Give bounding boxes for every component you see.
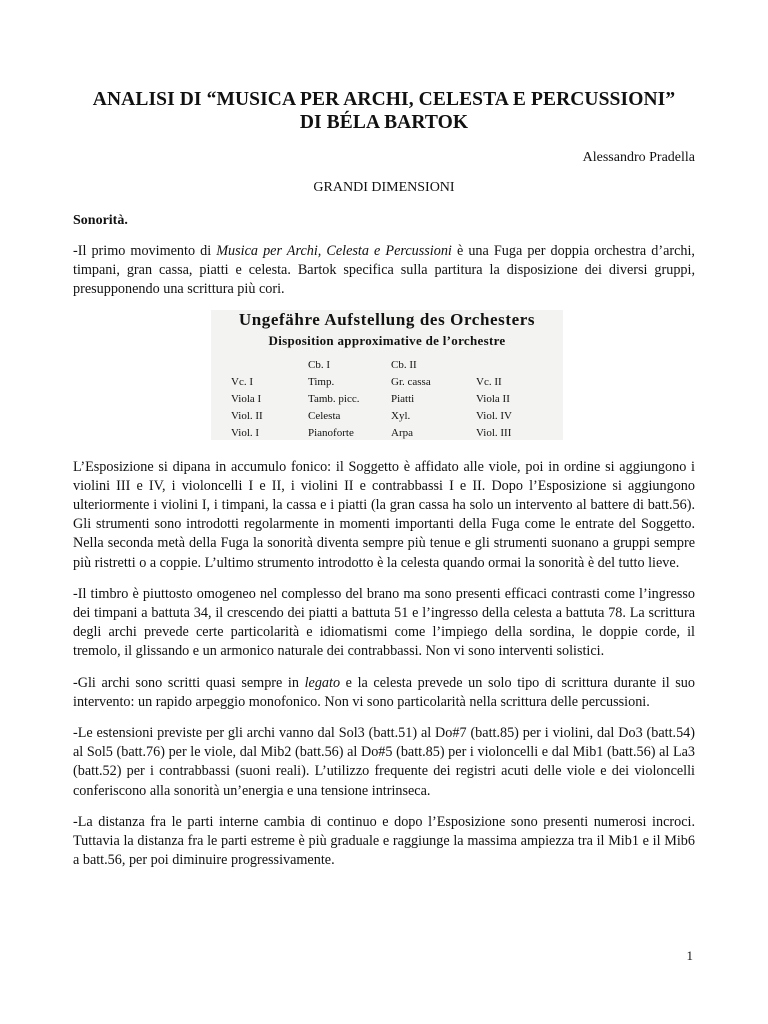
paragraph-4: -Gli archi sono scritti quasi sempre in legato e la celesta prevede un solo tipo di scrittura durante il suo intervento: un rapido arpeggio monofonico. Non vi sono particolarità nella scrittura delle percussioni. bbox=[73, 674, 695, 710]
paragraph-3: -Il timbro è piuttosto omogeneo nel complesso del brano ma sono presenti efficaci contrasti come l’ingresso dei timpani a battuta 34, il crescendo dei piatti a battuta 51 e l’ingresso della celesta a battuta 78. La scrittura degli archi prevede certe particolarità e idiomatismi come l’impiego della sordina, le doppie corde, il tremolo, il glissando e un armonico naturale dei contrabbassi. Non vi sono interventi solistici. bbox=[73, 585, 695, 660]
subheading-sonorita: Sonorità. bbox=[73, 213, 128, 228]
fig-cell: Cb. I bbox=[308, 358, 330, 371]
fig-cell: Celesta bbox=[308, 409, 341, 422]
fig-cell: Arpa bbox=[391, 426, 413, 439]
author-name: Alessandro Pradella bbox=[582, 150, 695, 165]
fig-cell bbox=[231, 358, 308, 372]
figure-subtitle: Disposition approximative de l’orchestre bbox=[268, 332, 506, 348]
fig-cell: Viol. IV bbox=[476, 409, 513, 422]
fig-cell: Vc. I bbox=[231, 375, 253, 388]
orchestra-layout-figure bbox=[211, 310, 563, 440]
figure-grid bbox=[231, 358, 551, 440]
fig-cell: Viol. I bbox=[231, 426, 260, 439]
fig-cell: Tamb. picc. bbox=[308, 392, 360, 405]
paragraph-5: -Le estensioni previste per gli archi vanno dal Sol3 (batt.51) al Do#7 (batt.85) per i violini, dal Do3 (batt.54) al Sol5 (batt.76) per le viole, dal Mib2 (batt.56) al Do#5 (batt.85) per i violoncelli e dal Mib1 (batt.56) al La3 (batt.52) per i contrabbassi (suoni reali). L’utilizzo frequente dei registri acuti delle viole e dei violoncelli conferiscono alla sonorità un’energia e una tensione intrinseca. bbox=[73, 725, 695, 799]
fig-cell: Viol. II bbox=[231, 409, 263, 422]
document-page bbox=[73, 0, 695, 870]
fig-cell: Vc. II bbox=[476, 375, 502, 388]
fig-cell: Timp. bbox=[308, 375, 335, 388]
title-line-1: ANALISI DI “MUSICA PER ARCHI, CELESTA E PERCUSSIONI” bbox=[92, 89, 676, 110]
fig-cell: Gr. cassa bbox=[391, 375, 431, 388]
fig-cell: Viola I bbox=[231, 392, 262, 405]
section-heading: GRANDI DIMENSIONI bbox=[313, 180, 455, 195]
paragraph-1: -Il primo movimento di Musica per Archi, Celesta e Percussioni è una Fuga per doppia orchestra d’archi, timpani, gran cassa, piatti e celesta. Bartok specifica sulla partitura la disposizione dei diversi gruppi, presupponendo una scrittura più cori. bbox=[73, 243, 695, 298]
fig-cell: Viola II bbox=[476, 392, 510, 405]
paragraph-2: L’Esposizione si dipana in accumulo fonico: il Soggetto è affidato alle viole, poi in ordine si aggiungono i violini III e IV, i violoncelli I e II, i violini II e contrabbassi I e II. Dopo l’Esposizione si aggiungono ulteriormente i violini I, i timpani, la cassa e i piatti (la gran cassa ha solo un intervento al battere di batt.56). Gli strumenti sono introdotti regolarmente in momenti importanti della Fuga come le entrate del Soggetto. Nella seconda metà della Fuga la sonorità diventa sempre più tenue e gli strumenti suonano a gruppi sempre più ristretti o a coppie. L’ultimo strumento introdotto è la celesta quando ormai la sonorità è del tutto lieve. bbox=[73, 458, 695, 571]
fig-cell bbox=[476, 358, 551, 372]
paragraph-6: -La distanza fra le parti interne cambia di continuo e dopo l’Esposizione sono presenti numerosi incroci. Tuttavia la distanza fra le parti estreme è più graduale e raggiunge la massima ampiezza tra il Mib1 e il Mib6 a batt.56, per poi diminuire progressivamente. bbox=[73, 813, 695, 869]
fig-cell: Cb. II bbox=[391, 358, 417, 371]
fig-cell: Piatti bbox=[391, 392, 415, 405]
page-number: 1 bbox=[686, 948, 693, 963]
fig-cell: Pianoforte bbox=[308, 426, 354, 439]
fig-cell: Xyl. bbox=[391, 409, 411, 422]
figure-title: Ungefähre Aufstellung des Orchesters bbox=[238, 309, 536, 329]
document-title bbox=[73, 88, 695, 134]
fig-cell: Viol. III bbox=[476, 426, 512, 439]
title-line-2: DI BÉLA BARTOK bbox=[299, 112, 469, 133]
